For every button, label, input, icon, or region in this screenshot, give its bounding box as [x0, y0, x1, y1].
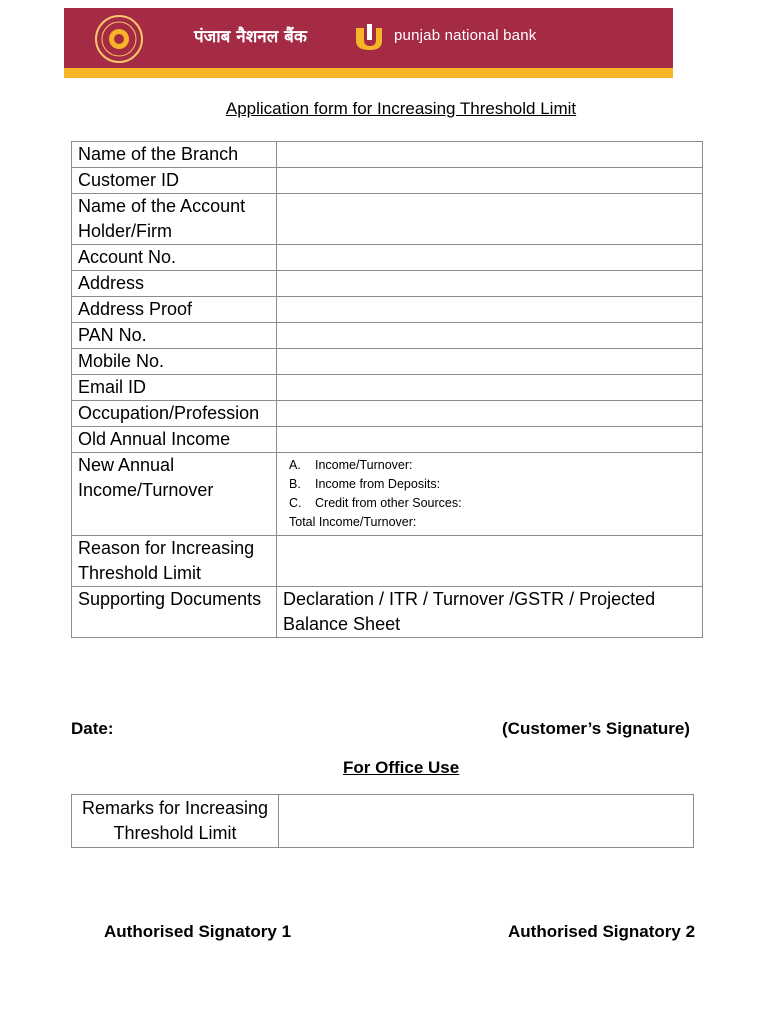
- account-holder-label: Name of the Account Holder/Firm: [72, 194, 277, 245]
- old-income-field[interactable]: [277, 427, 703, 453]
- reason-label: Reason for Increasing Threshold Limit: [72, 536, 277, 587]
- table-row: [72, 795, 694, 848]
- customer-signature-label: (Customer’s Signature): [502, 719, 690, 738]
- table-row: [72, 194, 703, 245]
- occupation-field[interactable]: [277, 401, 703, 427]
- list-item-text: Credit from other Sources:: [315, 496, 462, 510]
- remarks-field[interactable]: [279, 795, 694, 848]
- income-total-label: Total Income/Turnover:: [289, 515, 417, 529]
- table-row: [72, 323, 703, 349]
- bank-name-english: punjab national bank: [394, 27, 537, 44]
- table-row: [72, 453, 703, 536]
- pnb-logo-icon: [354, 24, 384, 50]
- branch-field[interactable]: [277, 142, 703, 168]
- list-item-letter: C.: [289, 496, 302, 510]
- email-field[interactable]: [277, 375, 703, 401]
- list-item-letter: A.: [289, 458, 301, 472]
- supporting-docs-value: Declaration / ITR / Turnover /GSTR / Projected Balance Sheet: [277, 587, 703, 638]
- branch-label: Name of the Branch: [72, 142, 277, 168]
- office-use-title: For Office Use: [343, 758, 460, 777]
- account-no-label: Account No.: [72, 245, 277, 271]
- header-accent-strip: [64, 68, 673, 78]
- new-income-label: New Annual Income/Turnover: [72, 453, 277, 536]
- account-no-field[interactable]: [277, 245, 703, 271]
- customer-id-field[interactable]: [277, 168, 703, 194]
- mobile-field[interactable]: [277, 349, 703, 375]
- old-income-label: Old Annual Income: [72, 427, 277, 453]
- new-income-field[interactable]: [277, 453, 703, 536]
- table-row: [72, 168, 703, 194]
- mobile-label: Mobile No.: [72, 349, 277, 375]
- income-breakdown-list: [289, 456, 696, 513]
- supporting-docs-label: Supporting Documents: [72, 587, 277, 638]
- list-item-letter: B.: [289, 477, 301, 491]
- table-row: [72, 297, 703, 323]
- remarks-label: Remarks for Increasing Threshold Limit: [72, 795, 279, 848]
- address-label: Address: [72, 271, 277, 297]
- list-item: [289, 475, 696, 494]
- table-row: [72, 427, 703, 453]
- list-item-text: Income/Turnover:: [315, 458, 413, 472]
- form-title: Application form for Increasing Threshold Limit: [225, 99, 577, 118]
- bank-name-hindi: पंजाब नैशनल बैंक: [194, 27, 307, 47]
- reason-field[interactable]: [277, 536, 703, 587]
- customer-id-label: Customer ID: [72, 168, 277, 194]
- table-row: [72, 271, 703, 297]
- list-item-text: Income from Deposits:: [315, 477, 441, 491]
- date-label: Date:: [71, 719, 114, 738]
- address-proof-label: Address Proof: [72, 297, 277, 323]
- pan-label: PAN No.: [72, 323, 277, 349]
- authorised-signatory-1: Authorised Signatory 1: [104, 922, 292, 941]
- pan-field[interactable]: [277, 323, 703, 349]
- table-row: [72, 349, 703, 375]
- account-holder-field[interactable]: [277, 194, 703, 245]
- bank-seal-icon: [94, 14, 144, 64]
- table-row: [72, 245, 703, 271]
- authorised-signatory-2: Authorised Signatory 2: [508, 922, 696, 941]
- table-row: [72, 142, 703, 168]
- table-row: [72, 375, 703, 401]
- application-form-table: [71, 141, 703, 638]
- email-label: Email ID: [72, 375, 277, 401]
- address-proof-field[interactable]: [277, 297, 703, 323]
- table-row: [72, 536, 703, 587]
- table-row: [72, 587, 703, 638]
- occupation-label: Occupation/Profession: [72, 401, 277, 427]
- list-item: [289, 494, 696, 513]
- office-use-table: [71, 794, 694, 848]
- address-field[interactable]: [277, 271, 703, 297]
- list-item: [289, 456, 696, 475]
- table-row: [72, 401, 703, 427]
